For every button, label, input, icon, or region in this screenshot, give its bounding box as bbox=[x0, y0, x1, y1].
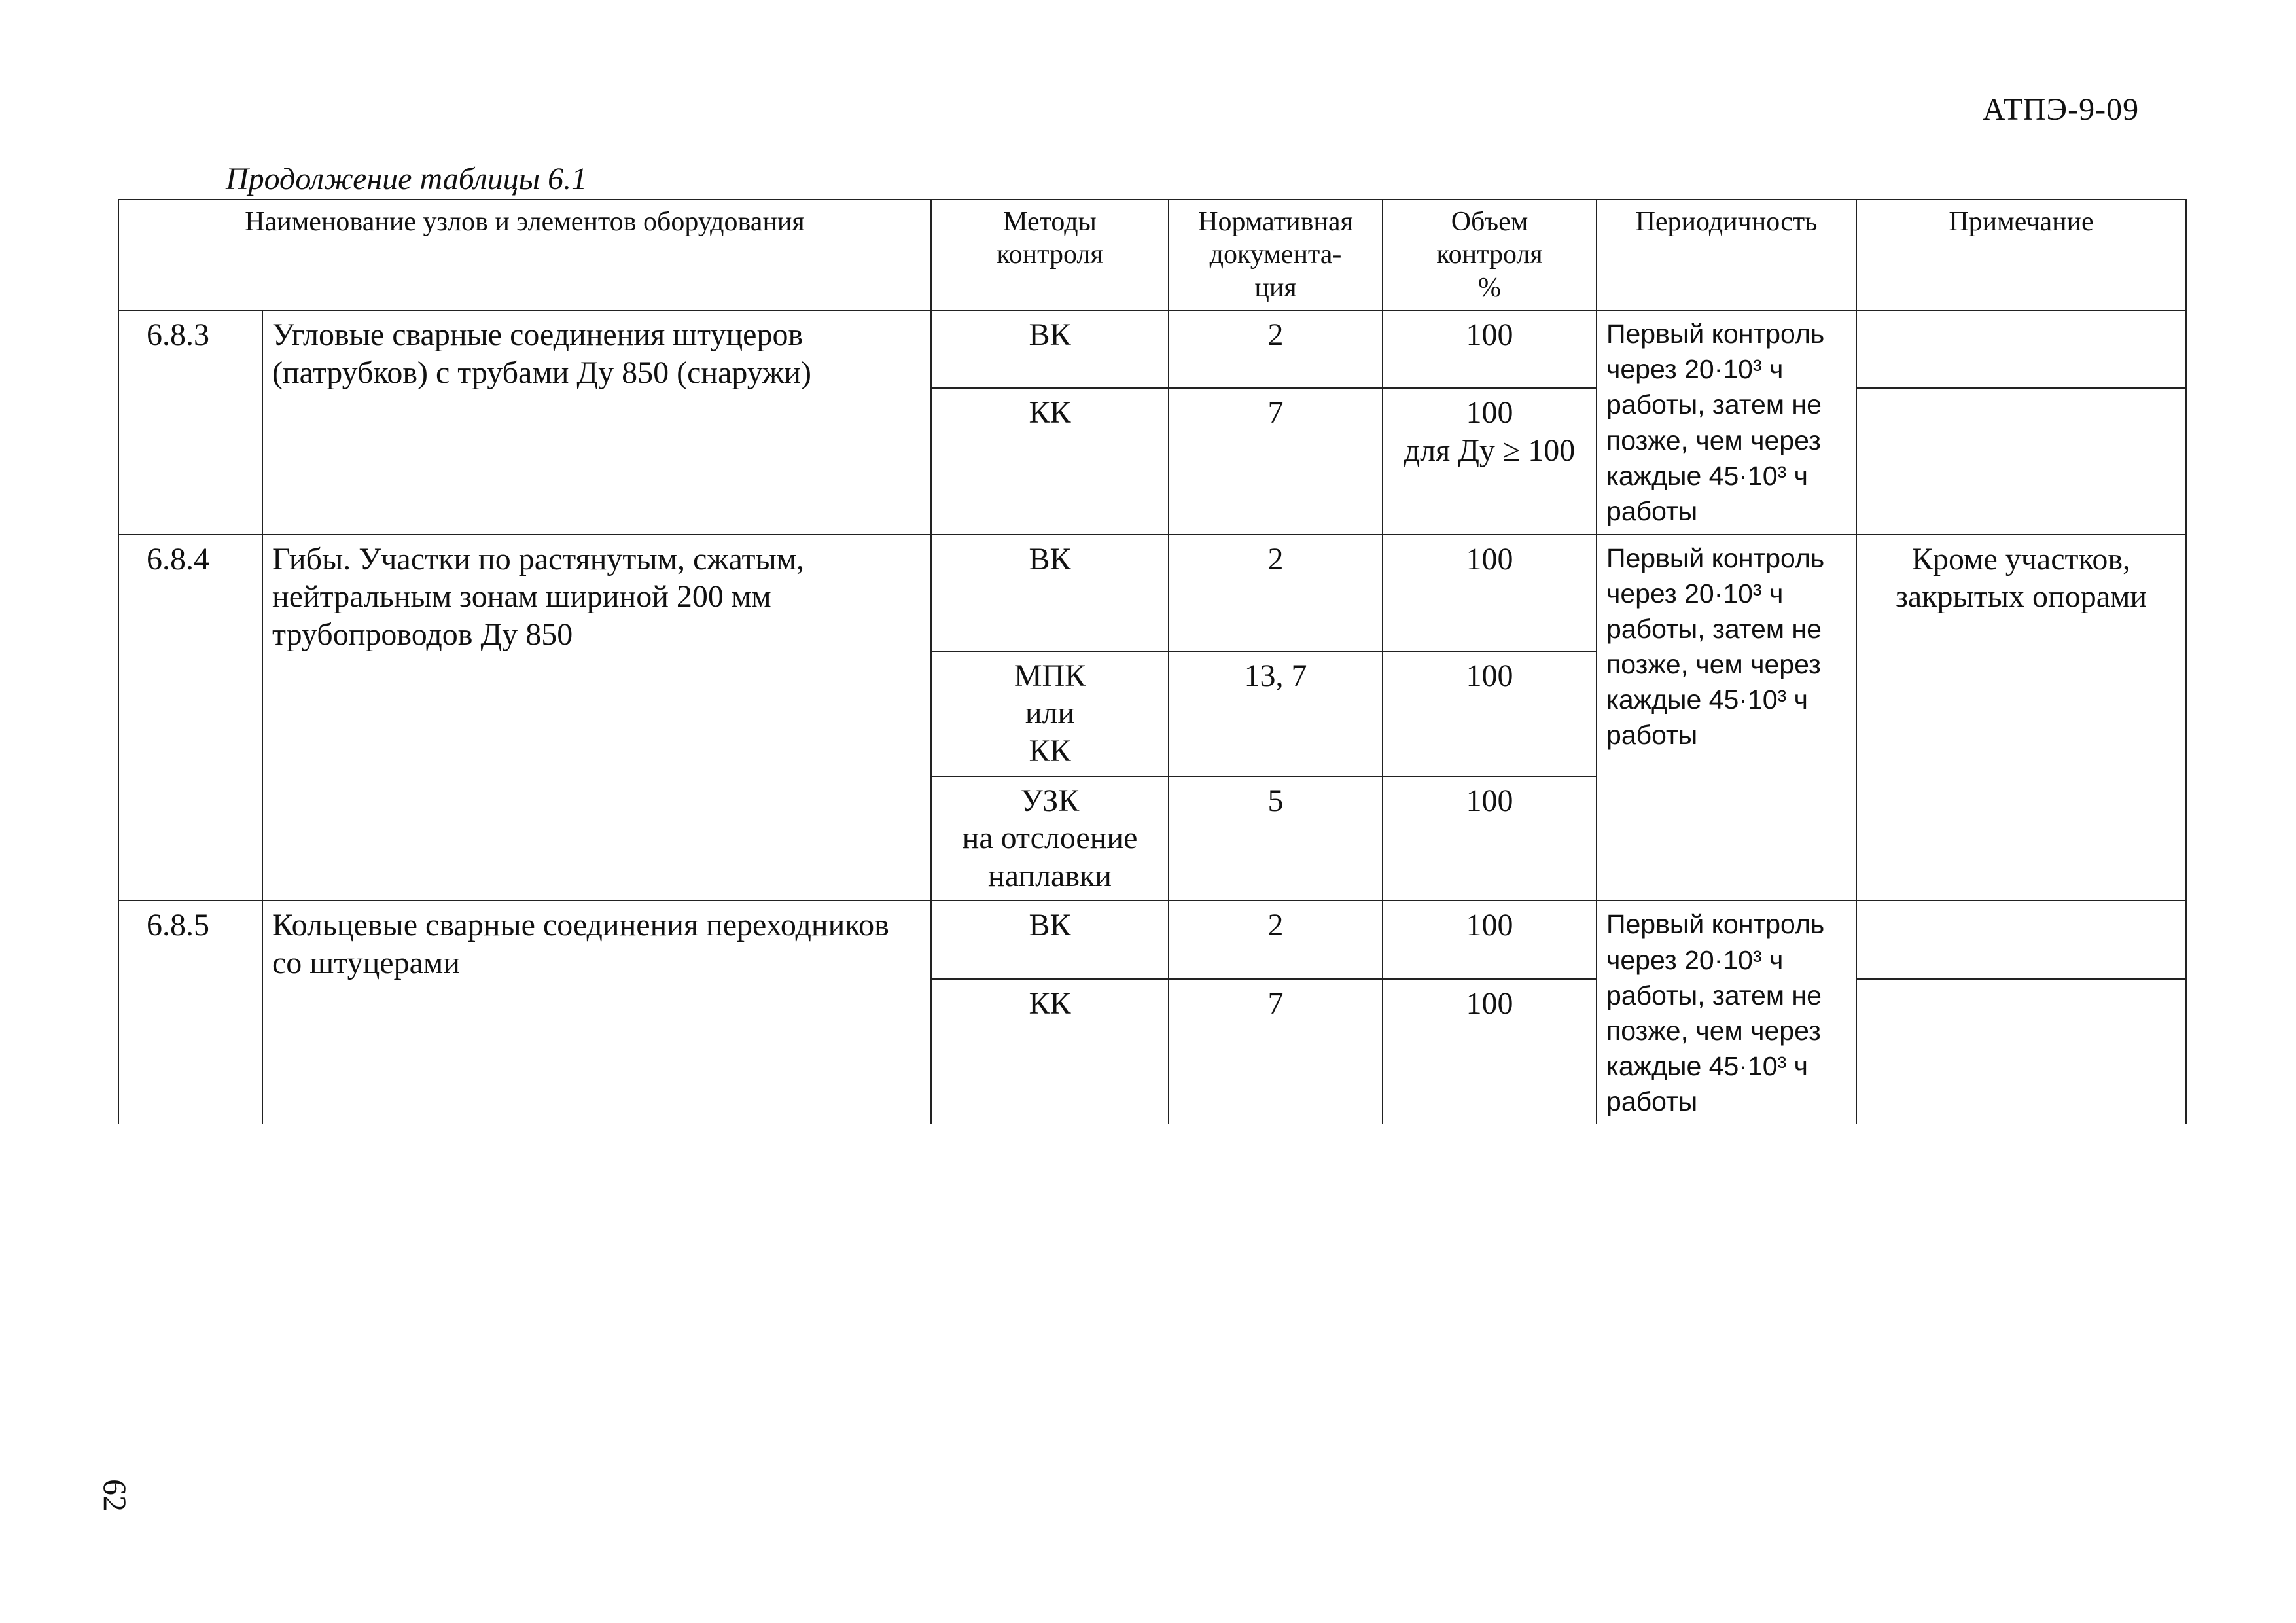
col-header-name: Наименование узлов и элементов оборудования bbox=[118, 200, 931, 310]
inspection-table bbox=[118, 199, 2187, 1124]
note: Кроме участков, закрытых опорами bbox=[1856, 535, 2186, 901]
row-element-name: Угловые сварные соединения штуцеров (патрубков) с трубами Ду 850 (снаружи) bbox=[262, 310, 931, 535]
col-header-methods: Методы контроля bbox=[931, 200, 1169, 310]
control-volume: 100 для Ду ≥ 100 bbox=[1383, 388, 1597, 535]
normative-doc: 2 bbox=[1169, 310, 1383, 388]
col-header-note: Примечание bbox=[1856, 200, 2186, 310]
page-number: 62 bbox=[97, 1479, 133, 1512]
note bbox=[1856, 310, 2186, 388]
table-row bbox=[118, 310, 2186, 388]
control-method: КК bbox=[931, 979, 1169, 1125]
control-volume: 100 bbox=[1383, 651, 1597, 776]
control-volume: 100 bbox=[1383, 310, 1597, 388]
periodicity: Первый контроль через 20·10³ ч работы, затем не позже, чем через каждые 45·10³ ч работы bbox=[1597, 310, 1856, 535]
col-header-period: Периодичность bbox=[1597, 200, 1856, 310]
normative-doc: 5 bbox=[1169, 776, 1383, 901]
control-method: МПК или КК bbox=[931, 651, 1169, 776]
note bbox=[1856, 901, 2186, 978]
normative-doc: 2 bbox=[1169, 901, 1383, 978]
control-volume: 100 bbox=[1383, 776, 1597, 901]
control-method: ВК bbox=[931, 901, 1169, 978]
row-element-name: Гибы. Участки по растянутым, сжатым, нейтральным зонам шириной 200 мм трубопроводов Ду 850 bbox=[262, 535, 931, 901]
periodicity: Первый контроль через 20·10³ ч работы, затем не позже, чем через каждые 45·10³ ч работы bbox=[1597, 901, 1856, 1124]
control-volume: 100 bbox=[1383, 901, 1597, 978]
row-number: 6.8.4 bbox=[118, 535, 262, 901]
note bbox=[1856, 979, 2186, 1125]
normative-doc: 2 bbox=[1169, 535, 1383, 651]
col-header-volume: Объем контроля % bbox=[1383, 200, 1597, 310]
table-continuation-caption: Продолжение таблицы 6.1 bbox=[226, 162, 588, 196]
row-element-name: Кольцевые сварные соединения переходников со штуцерами bbox=[262, 901, 931, 1124]
col-header-normative: Нормативная документа- ция bbox=[1169, 200, 1383, 310]
row-number: 6.8.5 bbox=[118, 901, 262, 1124]
row-number: 6.8.3 bbox=[118, 310, 262, 535]
control-volume: 100 bbox=[1383, 535, 1597, 651]
normative-doc: 7 bbox=[1169, 388, 1383, 535]
table-row bbox=[118, 535, 2186, 651]
table-row bbox=[118, 901, 2186, 978]
control-method: КК bbox=[931, 388, 1169, 535]
normative-doc: 7 bbox=[1169, 979, 1383, 1125]
document-code: АТПЭ-9-09 bbox=[1983, 92, 2140, 127]
periodicity: Первый контроль через 20·10³ ч работы, затем не позже, чем через каждые 45·10³ ч работы bbox=[1597, 535, 1856, 901]
normative-doc: 13, 7 bbox=[1169, 651, 1383, 776]
control-method: УЗК на отслоение наплавки bbox=[931, 776, 1169, 901]
note bbox=[1856, 388, 2186, 535]
table-header-row bbox=[118, 200, 2186, 310]
control-method: ВК bbox=[931, 310, 1169, 388]
control-volume: 100 bbox=[1383, 979, 1597, 1125]
control-method: ВК bbox=[931, 535, 1169, 651]
